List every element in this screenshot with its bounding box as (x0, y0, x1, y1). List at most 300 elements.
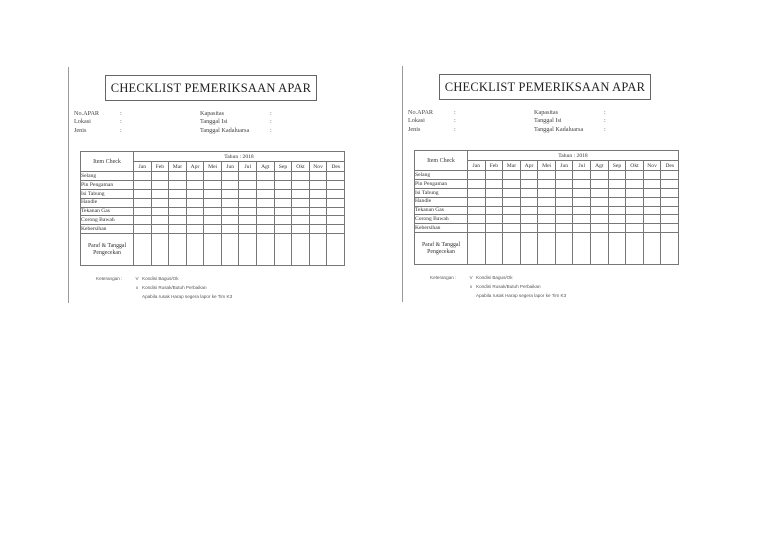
item-check-label: Pin Pengaman (415, 179, 468, 188)
check-cell[interactable] (608, 197, 626, 206)
check-symbol: V (469, 275, 473, 280)
check-cell[interactable] (503, 215, 521, 224)
check-cell[interactable] (538, 171, 556, 180)
field-no-apar: No.APAR (74, 110, 100, 117)
check-cell[interactable] (239, 189, 257, 198)
check-cell[interactable] (573, 197, 591, 206)
check-cell[interactable] (186, 216, 204, 225)
check-cell[interactable] (538, 188, 556, 197)
table-row (415, 188, 679, 197)
check-cell[interactable] (169, 189, 187, 198)
check-cell[interactable] (274, 189, 292, 198)
checklist-title (105, 75, 317, 101)
item-check-label: Corong Bawah (415, 215, 468, 224)
month-header: Sep (274, 162, 292, 172)
checklist-body (81, 172, 345, 266)
note-good: Kondisi Bagus/Ok (142, 276, 179, 281)
field-separator: : (120, 110, 122, 117)
item-check-label: Tekanan Gas (81, 207, 134, 216)
check-cell[interactable] (643, 171, 661, 180)
month-header: Mar (169, 162, 187, 172)
check-cell[interactable] (485, 224, 503, 233)
check-cell[interactable] (292, 216, 310, 225)
info-fields (408, 109, 688, 134)
field-separator: : (120, 118, 122, 126)
paraf-cell[interactable] (134, 234, 152, 266)
paraf-cell[interactable] (274, 234, 292, 266)
notes-legend (430, 273, 566, 300)
month-header: Apr (520, 161, 538, 171)
check-cell[interactable] (134, 207, 152, 216)
check-cell[interactable] (327, 180, 345, 189)
check-cell[interactable] (274, 207, 292, 216)
month-header: Okt (292, 162, 310, 172)
check-cell[interactable] (591, 197, 609, 206)
check-cell[interactable] (573, 206, 591, 215)
checklist-card-right (404, 68, 694, 308)
paraf-cell[interactable] (573, 233, 591, 265)
table-row (81, 198, 345, 207)
field-separator: : (604, 125, 606, 133)
check-cell[interactable] (608, 171, 626, 180)
paraf-label-line: Pengecekan (93, 249, 121, 256)
field-no-apar: No.APAR (408, 109, 434, 116)
check-cell[interactable] (555, 171, 573, 180)
month-header: Mei (538, 161, 556, 171)
check-cell[interactable] (134, 216, 152, 225)
checklist-title (439, 74, 651, 100)
table-row (415, 215, 679, 224)
check-cell[interactable] (573, 224, 591, 233)
paraf-row (81, 234, 345, 266)
check-cell[interactable] (520, 206, 538, 215)
check-cell[interactable] (520, 197, 538, 206)
paraf-cell[interactable] (591, 233, 609, 265)
check-cell[interactable] (555, 215, 573, 224)
paraf-cell[interactable] (520, 233, 538, 265)
month-header: Nov (643, 161, 661, 171)
check-cell[interactable] (274, 225, 292, 234)
check-cell[interactable] (468, 188, 486, 197)
check-cell[interactable] (503, 171, 521, 180)
check-cell[interactable] (591, 224, 609, 233)
paraf-cell[interactable] (503, 233, 521, 265)
check-cell[interactable] (151, 189, 169, 198)
check-cell[interactable] (309, 225, 327, 234)
check-cell[interactable] (520, 188, 538, 197)
check-cell[interactable] (204, 180, 222, 189)
check-cell[interactable] (591, 171, 609, 180)
check-cell[interactable] (309, 172, 327, 181)
check-cell[interactable] (221, 180, 239, 189)
item-check-header: Item Check (81, 152, 134, 172)
check-cell[interactable] (134, 189, 152, 198)
field-tanggal-kadaluarsa: Tanggal Kadaluarsa (200, 126, 250, 134)
paraf-cell[interactable] (204, 234, 222, 266)
paraf-label-line: Pengecekan (427, 248, 455, 255)
table-row (415, 197, 679, 206)
check-cell[interactable] (503, 179, 521, 188)
check-cell[interactable] (643, 197, 661, 206)
check-cell[interactable] (520, 179, 538, 188)
check-cell[interactable] (538, 179, 556, 188)
check-cell[interactable] (573, 171, 591, 180)
field-tanggal-kadaluarsa: Tanggal Kadaluarsa (534, 125, 584, 133)
paraf-cell[interactable] (186, 234, 204, 266)
check-cell[interactable] (538, 206, 556, 215)
item-check-label: Pin Pengaman (81, 180, 134, 189)
check-cell[interactable] (151, 180, 169, 189)
year-header: Tahun : 2018 (468, 151, 679, 161)
check-cell[interactable] (608, 188, 626, 197)
check-cell[interactable] (573, 188, 591, 197)
check-cell[interactable] (309, 180, 327, 189)
check-cell[interactable] (221, 198, 239, 207)
item-check-header: Item Check (415, 151, 468, 171)
check-cell[interactable] (186, 225, 204, 234)
check-cell[interactable] (626, 179, 644, 188)
month-header: Des (327, 162, 345, 172)
check-cell[interactable] (221, 189, 239, 198)
check-cell[interactable] (309, 198, 327, 207)
table-row (81, 225, 345, 234)
check-cell[interactable] (468, 215, 486, 224)
month-header: Jun (221, 162, 239, 172)
check-cell[interactable] (257, 216, 275, 225)
month-header: Jan (134, 162, 152, 172)
check-cell[interactable] (292, 207, 310, 216)
check-cell[interactable] (503, 188, 521, 197)
check-cell[interactable] (520, 215, 538, 224)
paraf-cell[interactable] (292, 234, 310, 266)
check-cell[interactable] (327, 189, 345, 198)
check-cell[interactable] (643, 224, 661, 233)
check-cell[interactable] (186, 198, 204, 207)
check-cell[interactable] (538, 215, 556, 224)
card-left-edge (68, 67, 69, 303)
check-cell[interactable] (591, 188, 609, 197)
field-separator: : (270, 126, 272, 134)
check-cell[interactable] (555, 179, 573, 188)
check-cell[interactable] (520, 224, 538, 233)
check-cell[interactable] (221, 172, 239, 181)
check-cell[interactable] (626, 188, 644, 197)
paraf-cell[interactable] (643, 233, 661, 265)
check-cell[interactable] (555, 188, 573, 197)
check-cell[interactable] (221, 216, 239, 225)
checklist-title-text: CHECKLIST PEMERIKSAAN APAR (110, 80, 312, 95)
check-cell[interactable] (485, 215, 503, 224)
check-cell[interactable] (468, 197, 486, 206)
check-cell[interactable] (327, 225, 345, 234)
paraf-cell[interactable] (221, 234, 239, 266)
check-cell[interactable] (327, 216, 345, 225)
check-cell[interactable] (608, 215, 626, 224)
check-cell[interactable] (555, 206, 573, 215)
field-lokasi: Lokasi (74, 118, 91, 126)
check-cell[interactable] (643, 179, 661, 188)
table-row (81, 207, 345, 216)
notes-legend (96, 274, 232, 301)
check-cell[interactable] (186, 172, 204, 181)
check-cell[interactable] (485, 206, 503, 215)
check-cell[interactable] (257, 207, 275, 216)
paraf-cell[interactable] (169, 234, 187, 266)
check-cell[interactable] (292, 172, 310, 181)
check-cell[interactable] (555, 197, 573, 206)
month-header: Jul (573, 161, 591, 171)
table-row (415, 206, 679, 215)
paraf-cell[interactable] (608, 233, 626, 265)
field-separator: : (604, 117, 606, 125)
paraf-label (415, 233, 468, 265)
check-cell[interactable] (309, 216, 327, 225)
month-header: Feb (485, 161, 503, 171)
check-cell[interactable] (239, 225, 257, 234)
check-cell[interactable] (591, 179, 609, 188)
check-cell[interactable] (485, 171, 503, 180)
cross-symbol: x (469, 284, 473, 289)
field-jenis: Jenis (74, 126, 87, 134)
check-cell[interactable] (520, 171, 538, 180)
check-cell[interactable] (327, 198, 345, 207)
check-cell[interactable] (503, 197, 521, 206)
check-cell[interactable] (134, 198, 152, 207)
check-cell[interactable] (134, 225, 152, 234)
check-cell[interactable] (169, 216, 187, 225)
paraf-cell[interactable] (151, 234, 169, 266)
item-check-label: Kebersihan (415, 224, 468, 233)
field-tanggal-isi: Tanggal Isi (200, 118, 228, 126)
check-cell[interactable] (327, 207, 345, 216)
paraf-cell[interactable] (468, 233, 486, 265)
check-cell[interactable] (468, 171, 486, 180)
year-header: Tahun : 2018 (134, 152, 345, 162)
check-cell[interactable] (186, 207, 204, 216)
check-cell[interactable] (626, 206, 644, 215)
note-broken: Kondisi Rusak/Butuh Perbaikan (142, 285, 207, 290)
check-cell[interactable] (538, 224, 556, 233)
check-cell[interactable] (274, 216, 292, 225)
check-symbol: V (135, 276, 139, 281)
check-cell[interactable] (643, 215, 661, 224)
check-cell[interactable] (573, 179, 591, 188)
check-cell[interactable] (204, 198, 222, 207)
check-cell[interactable] (661, 197, 679, 206)
check-cell[interactable] (626, 197, 644, 206)
check-cell[interactable] (292, 180, 310, 189)
check-cell[interactable] (661, 171, 679, 180)
check-cell[interactable] (169, 207, 187, 216)
item-check-label: Tekanan Gas (415, 206, 468, 215)
month-header: Apr (186, 162, 204, 172)
checklist-table (80, 151, 345, 266)
field-jenis: Jenis (408, 125, 421, 133)
check-cell[interactable] (292, 225, 310, 234)
check-cell[interactable] (608, 179, 626, 188)
check-cell[interactable] (643, 188, 661, 197)
field-separator: : (454, 125, 456, 133)
check-cell[interactable] (485, 179, 503, 188)
checklist-card-left (70, 69, 360, 309)
check-cell[interactable] (204, 225, 222, 234)
check-cell[interactable] (221, 207, 239, 216)
check-cell[interactable] (309, 207, 327, 216)
check-cell[interactable] (186, 180, 204, 189)
check-cell[interactable] (485, 188, 503, 197)
paraf-cell[interactable] (327, 234, 345, 266)
check-cell[interactable] (204, 189, 222, 198)
field-lokasi: Lokasi (408, 117, 425, 125)
check-cell[interactable] (239, 172, 257, 181)
item-check-label: Isi Tabung (81, 189, 134, 198)
check-cell[interactable] (591, 215, 609, 224)
info-fields (74, 110, 354, 135)
table-row (81, 216, 345, 225)
check-cell[interactable] (626, 215, 644, 224)
check-cell[interactable] (151, 207, 169, 216)
month-header: Mar (503, 161, 521, 171)
check-cell[interactable] (151, 216, 169, 225)
check-cell[interactable] (169, 180, 187, 189)
check-cell[interactable] (503, 224, 521, 233)
item-check-label: Handle (415, 197, 468, 206)
month-header: Feb (151, 162, 169, 172)
note-report: Apabila rusak Harap segera lapor ke Tim K3 (476, 293, 567, 298)
check-cell[interactable] (257, 198, 275, 207)
check-cell[interactable] (626, 224, 644, 233)
month-header: Agt (257, 162, 275, 172)
check-cell[interactable] (257, 172, 275, 181)
table-row (415, 171, 679, 180)
check-cell[interactable] (661, 179, 679, 188)
item-check-label: Isi Tabung (415, 188, 468, 197)
checklist-table (414, 150, 679, 265)
item-check-label: Handle (81, 198, 134, 207)
paraf-cell[interactable] (239, 234, 257, 266)
check-cell[interactable] (204, 172, 222, 181)
paraf-cell[interactable] (485, 233, 503, 265)
table-row (81, 180, 345, 189)
check-cell[interactable] (274, 198, 292, 207)
check-cell[interactable] (186, 189, 204, 198)
check-cell[interactable] (468, 224, 486, 233)
month-header: Des (661, 161, 679, 171)
check-cell[interactable] (257, 189, 275, 198)
checklist-body (415, 171, 679, 265)
month-header: Jan (468, 161, 486, 171)
check-cell[interactable] (626, 171, 644, 180)
check-cell[interactable] (538, 197, 556, 206)
check-cell[interactable] (608, 206, 626, 215)
table-row (81, 189, 345, 198)
check-cell[interactable] (134, 172, 152, 181)
table-row (81, 172, 345, 181)
check-cell[interactable] (169, 172, 187, 181)
notes-label: Keterangan : (430, 275, 457, 280)
paraf-cell[interactable] (626, 233, 644, 265)
check-cell[interactable] (257, 180, 275, 189)
paraf-row (415, 233, 679, 265)
paraf-cell[interactable] (257, 234, 275, 266)
checklist-title-text: CHECKLIST PEMERIKSAAN APAR (444, 79, 646, 94)
month-header: Okt (626, 161, 644, 171)
check-cell[interactable] (591, 206, 609, 215)
check-cell[interactable] (661, 206, 679, 215)
month-header: Mei (204, 162, 222, 172)
month-header: Jun (555, 161, 573, 171)
month-header: Jul (239, 162, 257, 172)
paraf-label-line: Paraf & Tanggal (87, 242, 127, 249)
check-cell[interactable] (204, 216, 222, 225)
note-report: Apabila rusak Harap segera lapor ke Tim K3 (142, 294, 233, 299)
check-cell[interactable] (151, 225, 169, 234)
notes-label: Keterangan : (96, 276, 123, 281)
check-cell[interactable] (274, 172, 292, 181)
table-row (415, 179, 679, 188)
item-check-label: Kebersihan (81, 225, 134, 234)
item-check-label: Selang (81, 172, 134, 181)
field-separator: : (270, 110, 272, 117)
paraf-cell[interactable] (555, 233, 573, 265)
check-cell[interactable] (134, 180, 152, 189)
check-cell[interactable] (151, 172, 169, 181)
check-cell[interactable] (151, 198, 169, 207)
check-cell[interactable] (239, 180, 257, 189)
field-kapasitas: Kapasitas (200, 110, 225, 117)
month-header: Sep (608, 161, 626, 171)
paraf-cell[interactable] (538, 233, 556, 265)
check-cell[interactable] (468, 206, 486, 215)
check-cell[interactable] (661, 188, 679, 197)
check-cell[interactable] (292, 189, 310, 198)
check-cell[interactable] (274, 180, 292, 189)
check-cell[interactable] (485, 197, 503, 206)
check-cell[interactable] (169, 198, 187, 207)
check-cell[interactable] (239, 216, 257, 225)
check-cell[interactable] (169, 225, 187, 234)
check-cell[interactable] (503, 206, 521, 215)
check-cell[interactable] (221, 225, 239, 234)
month-header: Agt (591, 161, 609, 171)
check-cell[interactable] (661, 215, 679, 224)
check-cell[interactable] (239, 207, 257, 216)
field-kapasitas: Kapasitas (534, 109, 559, 116)
card-right-edge (402, 66, 403, 302)
check-cell[interactable] (257, 225, 275, 234)
check-cell[interactable] (661, 224, 679, 233)
paraf-label (81, 234, 134, 266)
check-cell[interactable] (468, 179, 486, 188)
check-cell[interactable] (573, 215, 591, 224)
field-separator: : (454, 109, 456, 116)
check-cell[interactable] (239, 198, 257, 207)
check-cell[interactable] (608, 224, 626, 233)
field-separator: : (454, 117, 456, 125)
paraf-cell[interactable] (661, 233, 679, 265)
check-cell[interactable] (555, 224, 573, 233)
check-cell[interactable] (309, 189, 327, 198)
month-header: Nov (309, 162, 327, 172)
check-cell[interactable] (643, 206, 661, 215)
check-cell[interactable] (204, 207, 222, 216)
paraf-cell[interactable] (309, 234, 327, 266)
item-check-label: Corong Bawah (81, 216, 134, 225)
check-cell[interactable] (292, 198, 310, 207)
check-cell[interactable] (327, 172, 345, 181)
item-check-label: Selang (415, 171, 468, 180)
field-tanggal-isi: Tanggal Isi (534, 117, 562, 125)
